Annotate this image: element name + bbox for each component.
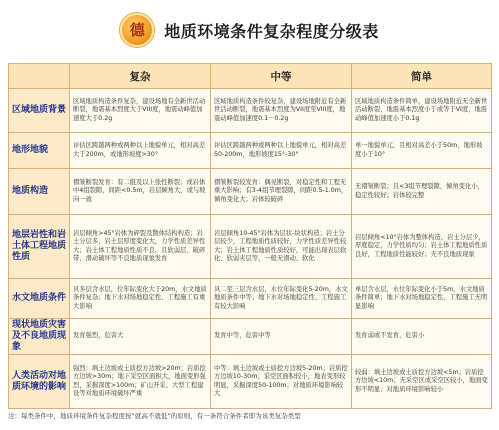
table-cell: 中等：填土边坡或土质挖方边坡5-20m；岩质挖方边坡10-30m；采空区面积较小，地表变形较明显，采掘深度50-100m；对地质环境影响较大 xyxy=(211,355,352,409)
table-cell: 发育弱或不发育，危害小 xyxy=(352,319,492,355)
page-title: 地质环境条件复杂程度分级表 xyxy=(164,21,379,41)
table-cell: 褶皱断裂较发育：偶见断裂，对稳定性和工程无重大影响；有3-4组节理裂隙，间距0.5-1.0m，倾角变化大；岩体较破碎 xyxy=(211,169,352,215)
table-cell: 评估区跨越两种或两种以上地貌单元，相对高差大于200m，或地形坡度>30° xyxy=(70,133,211,169)
table-cell: 具二至三层含水层，水位年际变化5-20m，水文地质条件中等；地下水对场地稳定性、工程施工有较大影响 xyxy=(211,279,352,319)
table-row xyxy=(9,133,492,169)
row-header: 地质构造 xyxy=(9,169,70,215)
column-header-medium: 中等 xyxy=(211,64,352,89)
table-cell: 具多层含水层，位年际变化大于20m，水文地质条件复杂；地下水对场地稳定性、工程施工有重大影响 xyxy=(70,279,211,319)
table-cell: 发育强烈，危害大 xyxy=(70,319,211,355)
table-header-row xyxy=(9,64,492,89)
row-header: 现状地质灾害及不良地质现象 xyxy=(9,319,70,355)
footnote: 注：每类条件中，地质环境条件复杂程度按“就高不就低”的原则，有一条符合条件者即为该类复杂类型 xyxy=(8,412,301,420)
table-cell: 岩层倾角>45°岩体为碎裂及散体结构构造；岩土分层多，岩土层厚度变化大，力学性质差异性大；岩土体工程地质性质不良，且软弱层、破碎带、滑动破坏等不良地质现象发育 xyxy=(70,215,211,279)
table-cell: 发育中等，危害中等 xyxy=(211,319,352,355)
row-header: 水文地质条件 xyxy=(9,279,70,319)
column-header-simple: 简单 xyxy=(352,64,492,89)
table-cell: 区域地质构造条件复杂，建设场地有全新世活动断裂，地震基本烈度大于VIII度，地震动峰值加速度大于0.2g xyxy=(70,89,211,133)
table-cell: 无褶皱断裂；且<3组节理裂隙，倾角变化小，稳定性较好；岩体较完整 xyxy=(352,169,492,215)
header xyxy=(0,0,499,60)
table-row xyxy=(9,319,492,355)
table-cell: 单层含水层，水位年际变化小于5m，水文地质条件简单；地下水对场地稳定性、工程施工无明显影响 xyxy=(352,279,492,319)
logo-icon xyxy=(120,13,154,47)
table-row xyxy=(9,169,492,215)
table-row xyxy=(9,215,492,279)
row-header: 人类活动对地质环境的影响 xyxy=(9,355,70,409)
table-cell: 区域地质构造条件简单，建设场地附近无全新世活动断裂，地震基本烈度小于或等于VI度，地震动峰值加速度小于0.1g xyxy=(352,89,492,133)
table-cell: 岩层倾角<10°岩体为整体构造，岩土分层少，厚度稳定，力学性质均匀；岩土体工程地质性质良好，工程地质性能较好；无不良地质现象 xyxy=(352,215,492,279)
classification-table xyxy=(8,63,492,409)
row-header: 地层岩性和岩土体工程地质性质 xyxy=(9,215,70,279)
table-cell: 单一地貌单元，且相对高差小于50m，地形坡度小于10° xyxy=(352,133,492,169)
column-header-complex: 复杂 xyxy=(70,64,211,89)
row-header: 区域地质背景 xyxy=(9,89,70,133)
table-cell: 评估区跨越两种或两种以上地貌单元，相对高差50-200m，地形坡度15°-30° xyxy=(211,133,352,169)
table-row xyxy=(9,355,492,409)
table-row xyxy=(9,89,492,133)
logo-glyph: 德 xyxy=(129,20,145,39)
row-header: 地形地貌 xyxy=(9,133,70,169)
table-cell: 强烈：填土边坡或土质挖方边坡>20m；岩质挖方边坡>30m；地下采空区面积大，地面变形强烈，采掘深度>100m；矿山开采、大型工程建设等对地质环境破坏严重 xyxy=(70,355,211,409)
table-cell: 岩层倾角10-45°岩体为层状-块状构造；岩土分层较少，工程地质性质较好，力学性质差异性较大；岩土体工程地质性质较好，可能出现表层软化、软弱夹层等，一般无滑动、软化 xyxy=(211,215,352,279)
table-cell: 较弱：填土边坡或土质挖方边坡<5m；岩质挖方边坡<10m；无采空区或采空区较小，地面变形不明显；对地质环境影响较小 xyxy=(352,355,492,409)
table-cell: 区域地质构造条件较复杂，建设场地附近有全新世活动断裂，地震基本烈度为VII度至VIII度，地震动峰值加速度0.1－0.2g xyxy=(211,89,352,133)
table-row xyxy=(9,279,492,319)
table-cell: 褶皱断裂发育：有二组及以上张性断裂；或岩体中4组裂隙，间距<0.5m，岩层倾角大，或与坡向一致 xyxy=(70,169,211,215)
corner-header-cell xyxy=(9,64,70,89)
